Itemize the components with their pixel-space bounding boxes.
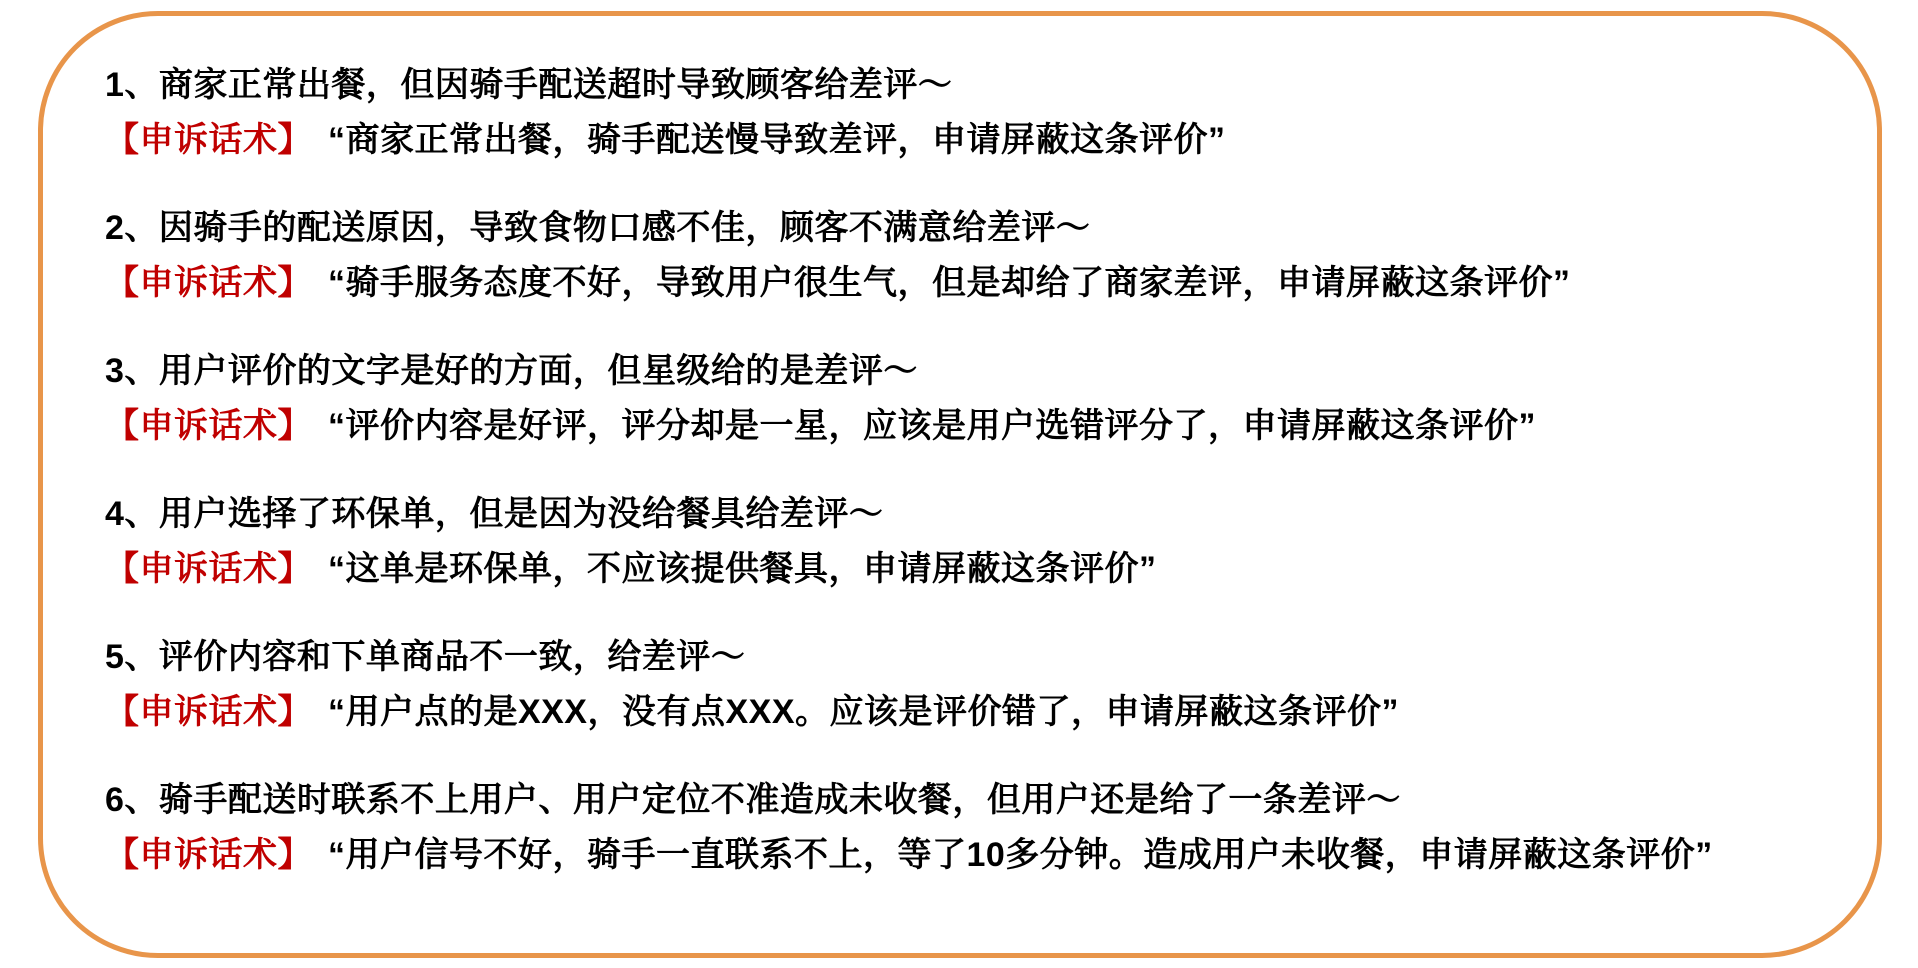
script-text: “用户信号不好，骑手一直联系不上，等了10多分钟。造成用户未收餐，申请屏蔽这条评价” [327, 836, 1713, 874]
appeal-item-1 [105, 58, 1848, 168]
appeal-item-6 [105, 773, 1848, 883]
scenario-text: 4、用户选择了环保单，但是因为没给餐具给差评～ [105, 495, 884, 533]
appeal-item-4 [105, 487, 1848, 597]
script-line [105, 256, 1848, 311]
appeal-script-label: 【申诉话术】 [105, 407, 312, 445]
scenario-text: 3、用户评价的文字是好的方面，但星级给的是差评～ [105, 352, 918, 390]
appeal-script-label: 【申诉话术】 [105, 836, 312, 874]
script-line [105, 542, 1848, 597]
script-line [105, 828, 1848, 883]
scenario-text: 2、因骑手的配送原因，导致食物口感不佳，顾客不满意给差评～ [105, 209, 1091, 247]
appeal-script-label: 【申诉话术】 [105, 264, 312, 302]
script-text: “用户点的是XXX，没有点XXX。应该是评价错了，申请屏蔽这条评价” [327, 693, 1400, 731]
appeal-item-5 [105, 630, 1848, 740]
scenario-text: 5、评价内容和下单商品不一致，给差评～ [105, 638, 746, 676]
scenario-text: 6、骑手配送时联系不上用户、用户定位不准造成未收餐，但用户还是给了一条差评～ [105, 781, 1401, 819]
appeal-script-list [105, 58, 1848, 883]
script-line [105, 113, 1848, 168]
script-text: “骑手服务态度不好，导致用户很生气，但是却给了商家差评，申请屏蔽这条评价” [327, 264, 1571, 302]
script-line [105, 685, 1848, 740]
script-text: “这单是环保单，不应该提供餐具，申请屏蔽这条评价” [327, 550, 1157, 588]
appeal-script-label: 【申诉话术】 [105, 550, 312, 588]
script-text: “商家正常出餐，骑手配送慢导致差评，申请屏蔽这条评价” [327, 121, 1226, 159]
script-line [105, 399, 1848, 454]
script-text: “评价内容是好评，评分却是一星，应该是用户选错评分了，申请屏蔽这条评价” [327, 407, 1536, 445]
appeal-item-2 [105, 201, 1848, 311]
appeal-item-3 [105, 344, 1848, 454]
scenario-text: 1、商家正常出餐，但因骑手配送超时导致顾客给差评～ [105, 66, 953, 104]
appeal-script-label: 【申诉话术】 [105, 693, 312, 731]
appeal-script-label: 【申诉话术】 [105, 121, 312, 159]
